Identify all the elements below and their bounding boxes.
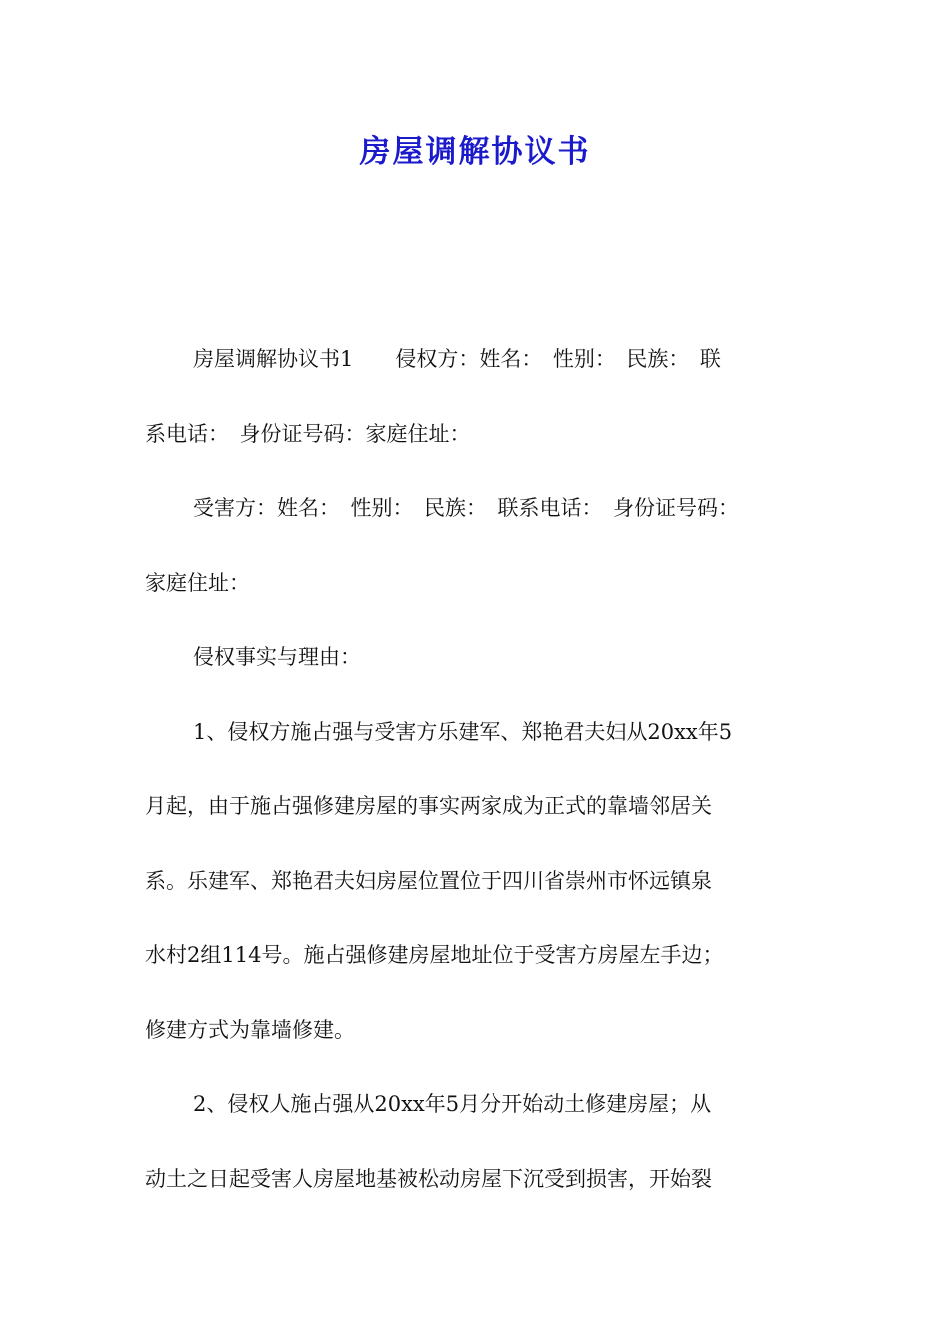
body-line: 修建方式为靠墙修建。 xyxy=(145,1017,355,1042)
document-title: 房屋调解协议书 xyxy=(359,134,591,170)
body-line: 月起，由于施占强修建房屋的事实两家成为正式的靠墙邻居关 xyxy=(145,794,712,818)
document-body xyxy=(145,334,807,1228)
body-line: 水村2组114号。施占强修建房屋地址位于受害方房屋左手边； xyxy=(145,943,724,967)
body-line: 受害方：姓名： 性别： 民族： 联系电话： 身份证号码： xyxy=(193,496,739,520)
body-line: 侵权事实与理由： xyxy=(193,645,361,669)
body-line: 系。乐建军、郑艳君夫妇房屋位置位于四川省崇州市怀远镇泉 xyxy=(145,868,712,893)
body-line: 房屋调解协议书1 侵权方：姓名： 性别： 民族： 联 xyxy=(193,347,721,371)
body-line: 1、侵权方施占强与受害方乐建军、郑艳君夫妇从20xx年5 xyxy=(193,719,733,744)
body-line: 系电话： 身份证号码：家庭住址： xyxy=(145,421,471,446)
body-line: 家庭住址： xyxy=(145,570,250,595)
body-line: 2、侵权人施占强从20xx年5月分开始动土修建房屋；从 xyxy=(193,1092,712,1116)
body-line: 动土之日起受害人房屋地基被松动房屋下沉受到损害，开始裂 xyxy=(145,1166,712,1191)
